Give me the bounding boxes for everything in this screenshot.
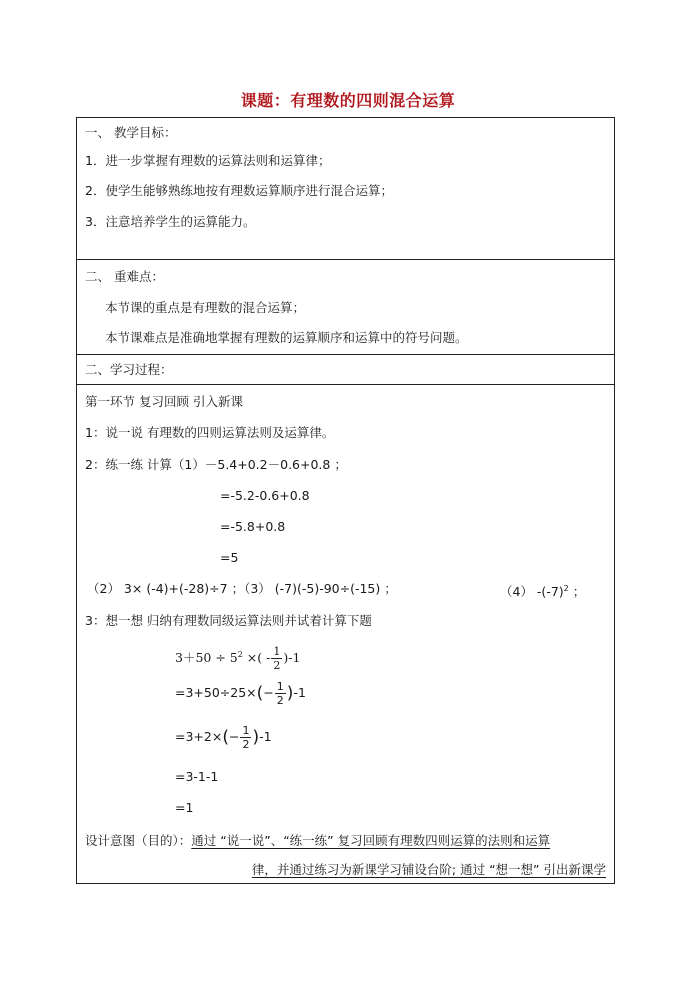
design-intent: 设计意图（目的）：通过 “说一说”、“练一练” 复习回顾有理数四则运算的法则和运算 [85, 833, 551, 848]
stage-title: 第一环节 复习回顾 引入新课 [85, 394, 243, 409]
sec1-heading: 一、 教学目标： [85, 125, 177, 140]
think-step: =3+2×(− $\frac{1}{2}$ )-1 [175, 724, 272, 751]
fraction-half: $\frac{1}{2}$ [276, 680, 284, 707]
page-title: 课题：有理数的四则混合运算 [240, 91, 456, 110]
say-line: 1：说一说 有理数的四则运算法则及运算律。 [85, 425, 335, 440]
think-result: =1 [175, 800, 194, 815]
row-divider [77, 384, 614, 385]
practice-step: =-5.8+0.8 [220, 519, 286, 534]
think-step: =3-1-1 [175, 769, 219, 784]
practice-step: =5 [220, 550, 239, 565]
sec1-item: 1．进一步掌握有理数的运算法则和运算律； [85, 153, 331, 168]
lesson-table [76, 117, 615, 884]
practice-line: 2：练一练 计算（1）－5.4+0.2－0.6+0.8 ； [85, 457, 347, 472]
think-step: =3+50÷25×(− $\frac{1}{2}$ )-1 [175, 680, 306, 707]
think-expression: $3+50 \div 5^2$ ×( - $\frac{1}{2}$ )-1 [175, 645, 301, 673]
sec3-heading: 二、学习过程： [85, 362, 173, 377]
exercise-4: （4） $-(-7)^2$ ； [500, 584, 586, 600]
exercise-2-3: （2） 3× (-4)+(-28)÷7 ；（3） (-7)(-5)-90÷(-15) ； [87, 581, 397, 596]
sec2-heading: 二、 重难点： [85, 269, 164, 284]
row-divider [77, 354, 614, 355]
fraction-half: $\frac{1}{2}$ [273, 645, 281, 673]
design-intent-cont: 律，并通过练习为新课学习铺设台阶; 通过 “想一想” 引出新课学 [251, 862, 606, 877]
sec2-item: 本节课的重点是有理数的混合运算； [105, 300, 306, 315]
sec1-item: 3．注意培养学生的运算能力。 [85, 214, 256, 229]
fraction-half: $\frac{1}{2}$ [242, 724, 250, 751]
think-line: 3：想一想 归纳有理数同级运算法则并试着计算下题 [85, 613, 372, 628]
practice-step: =-5.2-0.6+0.8 [220, 488, 310, 503]
sec2-item: 本节课难点是准确地掌握有理数的运算顺序和运算中的符号问题。 [105, 330, 468, 345]
row-divider [77, 259, 614, 260]
sec1-item: 2．使学生能够熟练地按有理数运算顺序进行混合运算； [85, 183, 393, 198]
